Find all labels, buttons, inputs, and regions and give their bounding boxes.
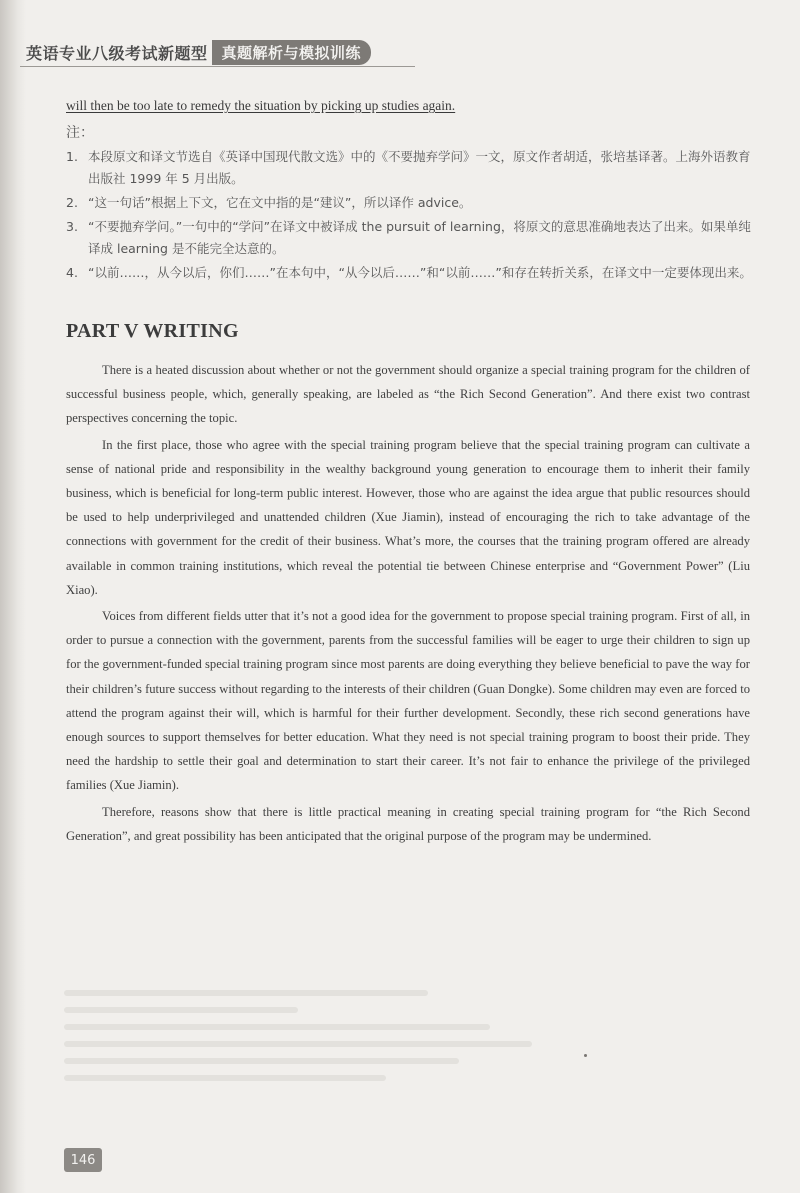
book-subtitle-badge: 真题解析与模拟训练 <box>212 40 372 65</box>
note-item <box>66 146 756 190</box>
notes-label: 注： <box>66 125 94 141</box>
continued-translation-line: will then be too late to remedy the situation by picking up studies again. <box>66 98 456 113</box>
essay-paragraph: Therefore, reasons show that there is little practical meaning in creating special training program for “the Rich Second Generation”, and great possibility has been anticipated that the original purpose of the program may be undermined. <box>66 804 750 843</box>
note-item <box>66 262 756 284</box>
note-number: 4. <box>66 265 78 280</box>
note-text: “不要抛弃学问。”一句中的“学问”在译文中被译成 the pursuit of learning，将原文的意思准确地表达了出来。如果单纯译成 learning 是不能完全达意的。 <box>88 219 751 256</box>
essay-paragraph: Voices from different fields utter that it’s not a good idea for the government to propose special training program. First of all, in order to pursue a connection with the government, parents from the successful families will be eager to urge their children to sign up for the government-funded special training program since most parents are doing everything they believe beneficial to pave the way for their children’s future success without regarding to the interests of their children (Guan Dongke). Some children may even are forced to attend the program against their will, which is harmful for their further development. Secondly, these rich second generations have enough sources to support themselves for better education. What they need is not special training program to boost their pride. They need the hardship to settle their goal and determination to start their career. It’s not fair to enhance the privilege of the privileged families (Xue Jiamin). <box>66 609 750 793</box>
page-binding-edge <box>0 0 26 1193</box>
page-number-badge <box>64 1148 102 1172</box>
note-text: 本段原文和译文节选自《英译中国现代散文选》中的《不要抛弃学问》一文，原文作者胡适，张培基译著。上海外语教育出版社 1999 年 5 月出版。 <box>88 149 751 186</box>
note-number: 1. <box>66 149 78 164</box>
essay-body <box>66 358 750 850</box>
page-number: 146 <box>70 1152 96 1168</box>
running-header <box>20 38 415 67</box>
note-item <box>66 192 756 214</box>
section-heading: PART V WRITING <box>66 320 239 342</box>
note-text: “以前……，从今以后，你们……”在本句中，“从今以后……”和“以前……”和存在转折关系，在译文中一定要体现出来。 <box>88 265 752 280</box>
note-text: “这一句话”根据上下文，它在文中指的是“建议”，所以译作 advice。 <box>88 195 472 210</box>
book-title: 英语专业八级考试新题型 <box>26 43 208 63</box>
essay-paragraph: There is a heated discussion about whether or not the government should organize a special training program for the children of successful business people, which, generally speaking, are labeled as “the Rich Second Generation”. And there exist two contrast perspectives concerning the topic. <box>66 363 750 426</box>
note-number: 3. <box>66 219 78 234</box>
bleed-through-text <box>64 990 584 1092</box>
essay-paragraph: In the first place, those who agree with the special training program believe that the special training program can cultivate a sense of national pride and responsibility in the wealthy background young generation to encourage them to inherit their family business, which is beneficial for long-term public interest. However, those who are against the idea argue that public resources should be used to help underprivileged and unattended children (Xue Jiamin), instead of encouraging the rich to take advantage of the connections with government for the credit of their business. What’s more, the courses that the training program offered are already available in common training institutions, which reveal the potential tie between Chinese enterprise and “Government Power” (Liu Xiao). <box>66 437 750 597</box>
note-number: 2. <box>66 195 78 210</box>
note-item <box>66 216 756 260</box>
print-speck <box>584 1054 587 1057</box>
notes-list <box>66 146 756 286</box>
